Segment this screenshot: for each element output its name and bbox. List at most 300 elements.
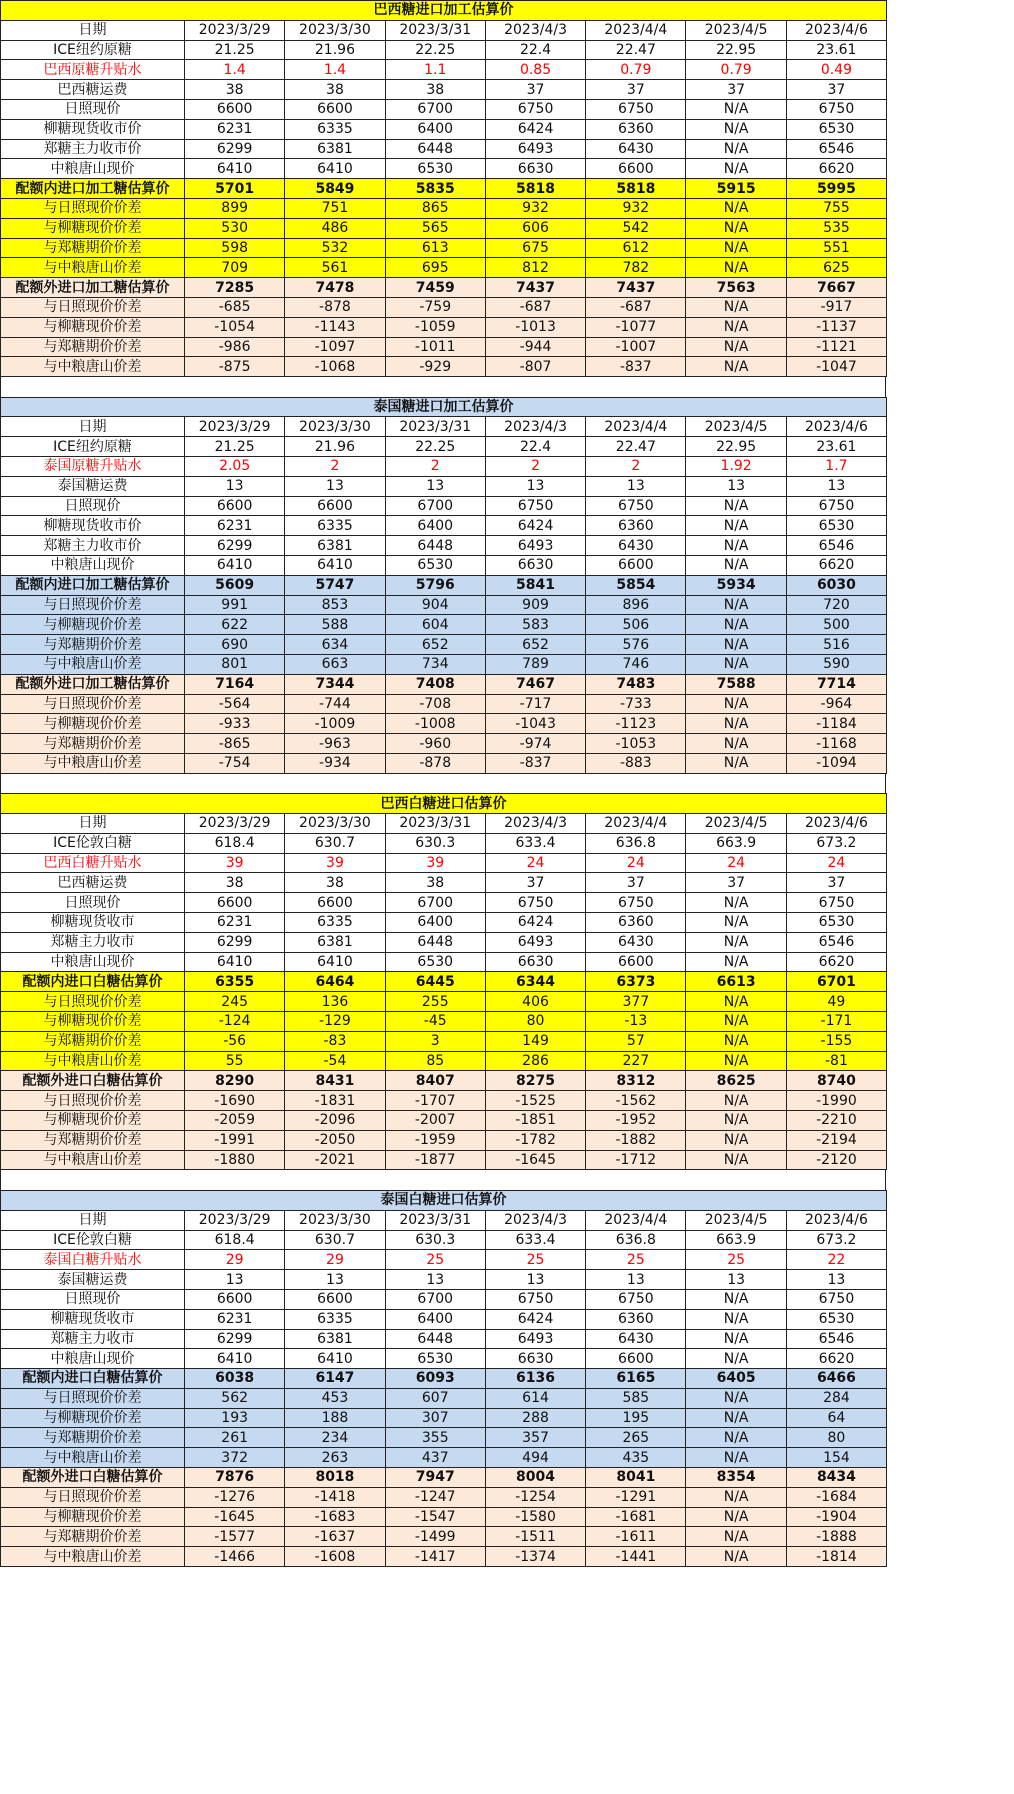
table-cell: N/A <box>686 516 786 536</box>
table-cell: -1814 <box>786 1547 886 1567</box>
table-cell: 38 <box>385 80 485 100</box>
table-row <box>1 1487 887 1507</box>
row-label: 与郑糖期价价差 <box>1 1527 185 1547</box>
table-cell: -81 <box>786 1051 886 1071</box>
table-row <box>1 179 887 199</box>
table-cell: 188 <box>285 1408 385 1428</box>
table-cell: 8041 <box>586 1468 686 1488</box>
table-cell: -1645 <box>485 1150 585 1170</box>
table-cell: 6700 <box>385 1289 485 1309</box>
table-cell: 6424 <box>485 913 585 933</box>
table-cell: -929 <box>385 357 485 377</box>
table-cell: 437 <box>385 1448 485 1468</box>
table-cell: -708 <box>385 694 485 714</box>
table-cell: 406 <box>485 992 585 1012</box>
table-cell: 6750 <box>485 99 585 119</box>
table-cell: 149 <box>485 1031 585 1051</box>
table-cell: -1417 <box>385 1547 485 1567</box>
table-cell: 8740 <box>786 1071 886 1091</box>
table-cell: 29 <box>185 1250 285 1270</box>
table-cell: 6530 <box>385 159 485 179</box>
table-cell: 6600 <box>285 1289 385 1309</box>
table-cell: 6360 <box>586 1309 686 1329</box>
table-cell: 0.79 <box>586 60 686 80</box>
table-cell: 21.25 <box>185 437 285 457</box>
table-cell: 899 <box>185 198 285 218</box>
table-cell: 6620 <box>786 1349 886 1369</box>
table-cell: -1851 <box>485 1111 585 1131</box>
row-label: 与柳糖现价价差 <box>1 317 185 337</box>
table-cell: 453 <box>285 1388 385 1408</box>
table-cell: -934 <box>285 753 385 773</box>
table-cell: 22.95 <box>686 437 786 457</box>
table-cell: -1611 <box>586 1527 686 1547</box>
row-label: 日期 <box>1 814 185 834</box>
table-cell: 13 <box>786 1270 886 1290</box>
table-cell: -1008 <box>385 714 485 734</box>
table-cell: -2194 <box>786 1130 886 1150</box>
table-cell: 6600 <box>185 893 285 913</box>
table-cell: 2023/4/6 <box>786 20 886 40</box>
table-cell: 6546 <box>786 932 886 952</box>
table-cell: N/A <box>686 1547 786 1567</box>
row-label: 郑糖主力收市 <box>1 1329 185 1349</box>
table-cell: 812 <box>485 258 585 278</box>
table-cell: 506 <box>586 615 686 635</box>
table-cell: 486 <box>285 218 385 238</box>
row-label: 柳糖现货收市 <box>1 1309 185 1329</box>
table-cell: 6750 <box>485 1289 585 1309</box>
table-row <box>1 317 887 337</box>
table-cell: 5796 <box>385 575 485 595</box>
table-cell: 633.4 <box>485 833 585 853</box>
table-cell: 562 <box>185 1388 285 1408</box>
table-cell: 22.25 <box>385 437 485 457</box>
table-cell: 80 <box>786 1428 886 1448</box>
table-cell: 2023/4/6 <box>786 417 886 437</box>
table-cell: 2023/4/4 <box>586 814 686 834</box>
table-cell: 634 <box>285 635 385 655</box>
table-cell: 21.96 <box>285 437 385 457</box>
table-cell: 64 <box>786 1408 886 1428</box>
table-cell: 2023/3/29 <box>185 1210 285 1230</box>
table-cell: 6493 <box>485 1329 585 1349</box>
table-cell: N/A <box>686 1329 786 1349</box>
section-title: 泰国白糖进口估算价 <box>1 1190 887 1210</box>
table-cell: -1254 <box>485 1487 585 1507</box>
table-cell: -759 <box>385 297 485 317</box>
table-cell: 6600 <box>285 99 385 119</box>
table-cell: 5609 <box>185 575 285 595</box>
table-cell: 494 <box>485 1448 585 1468</box>
row-label: 日期 <box>1 417 185 437</box>
table-cell: -1291 <box>586 1487 686 1507</box>
table-cell: 8431 <box>285 1071 385 1091</box>
table-cell: N/A <box>686 913 786 933</box>
table-cell: 618.4 <box>185 1230 285 1250</box>
table-cell: -1577 <box>185 1527 285 1547</box>
table-cell: 3 <box>385 1031 485 1051</box>
table-row <box>1 734 887 754</box>
table-cell: -1880 <box>185 1150 285 1170</box>
table-cell: 6630 <box>485 1349 585 1369</box>
table-cell: 7408 <box>385 674 485 694</box>
table-cell: 37 <box>485 873 585 893</box>
table-cell: 13 <box>586 1270 686 1290</box>
table-cell: 720 <box>786 595 886 615</box>
table-cell: 6445 <box>385 972 485 992</box>
row-label: 与日照现价价差 <box>1 297 185 317</box>
table-cell: -2059 <box>185 1111 285 1131</box>
row-label: 与郑糖期价价差 <box>1 1031 185 1051</box>
table-cell: 909 <box>485 595 585 615</box>
table-row <box>1 278 887 298</box>
table-row <box>1 1547 887 1567</box>
table-cell: 2 <box>285 457 385 477</box>
table-cell: 6299 <box>185 536 285 556</box>
table-cell: -837 <box>586 357 686 377</box>
row-label: 与郑糖期价价差 <box>1 238 185 258</box>
table-cell: 265 <box>586 1428 686 1448</box>
row-label: 日照现价 <box>1 1289 185 1309</box>
table-cell: 6530 <box>385 556 485 576</box>
section-spacer <box>0 377 886 397</box>
table-cell: 5747 <box>285 575 385 595</box>
table-cell: 6448 <box>385 139 485 159</box>
table-cell: 2023/4/4 <box>586 417 686 437</box>
table-cell: -964 <box>786 694 886 714</box>
table-cell: 630.7 <box>285 1230 385 1250</box>
table-cell: 865 <box>385 198 485 218</box>
table-cell: -1013 <box>485 317 585 337</box>
table-cell: 6410 <box>285 159 385 179</box>
table-row <box>1 1428 887 1448</box>
table-cell: 6165 <box>586 1369 686 1389</box>
table-row <box>1 1012 887 1032</box>
table-cell: 604 <box>385 615 485 635</box>
table-cell: 6231 <box>185 119 285 139</box>
table-cell: 6546 <box>786 139 886 159</box>
table-cell: 6410 <box>285 952 385 972</box>
row-label: 配额内进口白糖估算价 <box>1 972 185 992</box>
table-cell: 782 <box>586 258 686 278</box>
table-cell: 746 <box>586 655 686 675</box>
table-cell: -83 <box>285 1031 385 1051</box>
table-cell: N/A <box>686 139 786 159</box>
table-cell: 6373 <box>586 972 686 992</box>
table-row <box>1 972 887 992</box>
table-row <box>1 457 887 477</box>
table-row <box>1 1071 887 1091</box>
table-row <box>1 753 887 773</box>
table-cell: 6750 <box>586 1289 686 1309</box>
table-cell: -2050 <box>285 1130 385 1150</box>
table-cell: 193 <box>185 1408 285 1428</box>
table-cell: 24 <box>786 853 886 873</box>
table-cell: 663 <box>285 655 385 675</box>
table-cell: 57 <box>586 1031 686 1051</box>
table-cell: 372 <box>185 1448 285 1468</box>
table-row <box>1 1527 887 1547</box>
table-row <box>1 853 887 873</box>
row-label: 与日照现价价差 <box>1 694 185 714</box>
table-cell: 6299 <box>185 1329 285 1349</box>
table-cell: 6400 <box>385 1309 485 1329</box>
table-cell: N/A <box>686 952 786 972</box>
table-cell: 37 <box>686 80 786 100</box>
table-cell: 22.95 <box>686 40 786 60</box>
table-cell: 13 <box>385 476 485 496</box>
table-cell: 6360 <box>586 913 686 933</box>
table-row <box>1 357 887 377</box>
table-row <box>1 575 887 595</box>
row-label: 泰国糖运费 <box>1 1270 185 1290</box>
table-row <box>1 99 887 119</box>
table-cell: 6381 <box>285 139 385 159</box>
table-cell: 7563 <box>686 278 786 298</box>
table-cell: 6493 <box>485 536 585 556</box>
table-cell: 13 <box>385 1270 485 1290</box>
table-cell: 2 <box>485 457 585 477</box>
table-cell: 37 <box>786 80 886 100</box>
table-cell: N/A <box>686 1111 786 1131</box>
table-cell: N/A <box>686 99 786 119</box>
row-label: 与柳糖现价价差 <box>1 218 185 238</box>
table-cell: 6750 <box>586 496 686 516</box>
table-cell: N/A <box>686 1031 786 1051</box>
row-label: 与日照现价价差 <box>1 595 185 615</box>
row-label: 中粮唐山现价 <box>1 1349 185 1369</box>
table-cell: 38 <box>285 873 385 893</box>
table-cell: 734 <box>385 655 485 675</box>
table-cell: 38 <box>185 80 285 100</box>
table-cell: -1009 <box>285 714 385 734</box>
table-cell: -1684 <box>786 1487 886 1507</box>
table-cell: 2023/4/3 <box>485 20 585 40</box>
table-cell: 6750 <box>786 496 886 516</box>
table-cell: 23.61 <box>786 437 886 457</box>
table-cell: 853 <box>285 595 385 615</box>
table-row <box>1 119 887 139</box>
table-cell: -960 <box>385 734 485 754</box>
table-cell: 154 <box>786 1448 886 1468</box>
table-cell: 13 <box>485 476 585 496</box>
table-cell: 991 <box>185 595 285 615</box>
table-cell: -974 <box>485 734 585 754</box>
table-cell: -1418 <box>285 1487 385 1507</box>
table-cell: N/A <box>686 1012 786 1032</box>
table-cell: 6750 <box>586 893 686 913</box>
table-cell: 6381 <box>285 932 385 952</box>
table-cell: 21.96 <box>285 40 385 60</box>
table-cell: 606 <box>485 218 585 238</box>
table-row <box>1 655 887 675</box>
table-cell: 6381 <box>285 1329 385 1349</box>
table-cell: -1525 <box>485 1091 585 1111</box>
table-cell: 6701 <box>786 972 886 992</box>
table-cell: 38 <box>385 873 485 893</box>
table-row <box>1 1349 887 1369</box>
table-cell: -837 <box>485 753 585 773</box>
table-cell: 6299 <box>185 932 285 952</box>
table-cell: 6546 <box>786 536 886 556</box>
table-cell: N/A <box>686 1448 786 1468</box>
row-label: 与中粮唐山价差 <box>1 1448 185 1468</box>
section-title-row <box>1 794 887 814</box>
row-label: 泰国糖运费 <box>1 476 185 496</box>
table-cell: 24 <box>686 853 786 873</box>
table-row <box>1 1270 887 1290</box>
table-row <box>1 297 887 317</box>
section-spacer <box>0 1170 886 1190</box>
row-label: ICE纽约原糖 <box>1 40 185 60</box>
table-cell: 6493 <box>485 139 585 159</box>
row-label: ICE伦敦白糖 <box>1 1230 185 1250</box>
table-cell: -1094 <box>786 753 886 773</box>
table-cell: -1681 <box>586 1507 686 1527</box>
table-cell: 6335 <box>285 516 385 536</box>
table-cell: 6600 <box>285 893 385 913</box>
table-cell: 22.25 <box>385 40 485 60</box>
table-cell: 6750 <box>586 99 686 119</box>
table-cell: -1441 <box>586 1547 686 1567</box>
table-cell: 612 <box>586 238 686 258</box>
table-cell: 652 <box>485 635 585 655</box>
table-cell: 13 <box>786 476 886 496</box>
table-cell: 25 <box>586 1250 686 1270</box>
table-cell: 355 <box>385 1428 485 1448</box>
table-row <box>1 873 887 893</box>
row-label: 郑糖主力收市 <box>1 932 185 952</box>
section-spacer <box>0 774 886 794</box>
table-row <box>1 1289 887 1309</box>
table-row <box>1 1388 887 1408</box>
table-cell: 5841 <box>485 575 585 595</box>
table-cell: 6600 <box>285 496 385 516</box>
table-cell: 614 <box>485 1388 585 1408</box>
table-cell: 6620 <box>786 159 886 179</box>
table-cell: 751 <box>285 198 385 218</box>
table-cell: 80 <box>485 1012 585 1032</box>
table-row <box>1 1507 887 1527</box>
table-cell: 195 <box>586 1408 686 1428</box>
row-label: 与郑糖期价价差 <box>1 1130 185 1150</box>
row-label: 中粮唐山现价 <box>1 159 185 179</box>
table-cell: N/A <box>686 1487 786 1507</box>
table-cell: 6600 <box>586 952 686 972</box>
row-label: 日期 <box>1 1210 185 1230</box>
table-cell: -944 <box>485 337 585 357</box>
section-table <box>0 397 887 774</box>
table-row <box>1 516 887 536</box>
table-row <box>1 893 887 913</box>
table-cell: 583 <box>485 615 585 635</box>
table-cell: 516 <box>786 635 886 655</box>
table-cell: 6750 <box>786 1289 886 1309</box>
table-cell: N/A <box>686 992 786 1012</box>
table-cell: 307 <box>385 1408 485 1428</box>
section-title-row <box>1 1 887 21</box>
table-cell: 6530 <box>786 119 886 139</box>
table-cell: N/A <box>686 357 786 377</box>
table-row <box>1 814 887 834</box>
table-cell: 8625 <box>686 1071 786 1091</box>
table-row <box>1 536 887 556</box>
table-cell: 6335 <box>285 119 385 139</box>
table-row <box>1 615 887 635</box>
table-cell: 7876 <box>185 1468 285 1488</box>
table-cell: 49 <box>786 992 886 1012</box>
table-cell: 6630 <box>485 952 585 972</box>
table-cell: 6405 <box>686 1369 786 1389</box>
table-row <box>1 992 887 1012</box>
table-cell: -1097 <box>285 337 385 357</box>
row-label: 柳糖现货收市价 <box>1 516 185 536</box>
table-cell: 2023/3/31 <box>385 1210 485 1230</box>
row-label: 与日照现价价差 <box>1 1388 185 1408</box>
table-cell: -2210 <box>786 1111 886 1131</box>
row-label: 与中粮唐山价差 <box>1 1547 185 1567</box>
table-cell: 2 <box>385 457 485 477</box>
table-cell: 5854 <box>586 575 686 595</box>
table-cell: -1043 <box>485 714 585 734</box>
table-row <box>1 714 887 734</box>
table-cell: -687 <box>485 297 585 317</box>
table-cell: 29 <box>285 1250 385 1270</box>
table-cell: 6630 <box>485 159 585 179</box>
table-cell: 6410 <box>285 1349 385 1369</box>
table-cell: N/A <box>686 1130 786 1150</box>
table-row <box>1 952 887 972</box>
table-cell: 6360 <box>586 516 686 536</box>
table-cell: -1547 <box>385 1507 485 1527</box>
table-cell: 25 <box>385 1250 485 1270</box>
table-cell: 5995 <box>786 179 886 199</box>
row-label: 与郑糖期价价差 <box>1 337 185 357</box>
table-cell: -963 <box>285 734 385 754</box>
table-cell: -1143 <box>285 317 385 337</box>
table-row <box>1 1329 887 1349</box>
row-label: 与柳糖现价价差 <box>1 1507 185 1527</box>
table-cell: 7437 <box>485 278 585 298</box>
row-label: 与中粮唐山价差 <box>1 753 185 773</box>
table-cell: 2023/4/3 <box>485 417 585 437</box>
table-cell: 284 <box>786 1388 886 1408</box>
table-cell: 7459 <box>385 278 485 298</box>
row-label: 泰国白糖升贴水 <box>1 1250 185 1270</box>
table-cell: 6600 <box>185 1289 285 1309</box>
table-cell: 6038 <box>185 1369 285 1389</box>
table-cell: -1053 <box>586 734 686 754</box>
table-cell: -1077 <box>586 317 686 337</box>
table-cell: 55 <box>185 1051 285 1071</box>
table-cell: 6424 <box>485 1309 585 1329</box>
table-cell: 39 <box>385 853 485 873</box>
table-cell: N/A <box>686 317 786 337</box>
table-cell: 6546 <box>786 1329 886 1349</box>
table-cell: 8004 <box>485 1468 585 1488</box>
table-cell: 8407 <box>385 1071 485 1091</box>
table-cell: 530 <box>185 218 285 238</box>
table-cell: 673.2 <box>786 1230 886 1250</box>
table-cell: 6700 <box>385 99 485 119</box>
table-cell: 13 <box>686 476 786 496</box>
row-label: 泰国原糖升贴水 <box>1 457 185 477</box>
table-cell: 21.25 <box>185 40 285 60</box>
table-cell: 532 <box>285 238 385 258</box>
table-cell: 2023/3/30 <box>285 814 385 834</box>
table-cell: 0.49 <box>786 60 886 80</box>
